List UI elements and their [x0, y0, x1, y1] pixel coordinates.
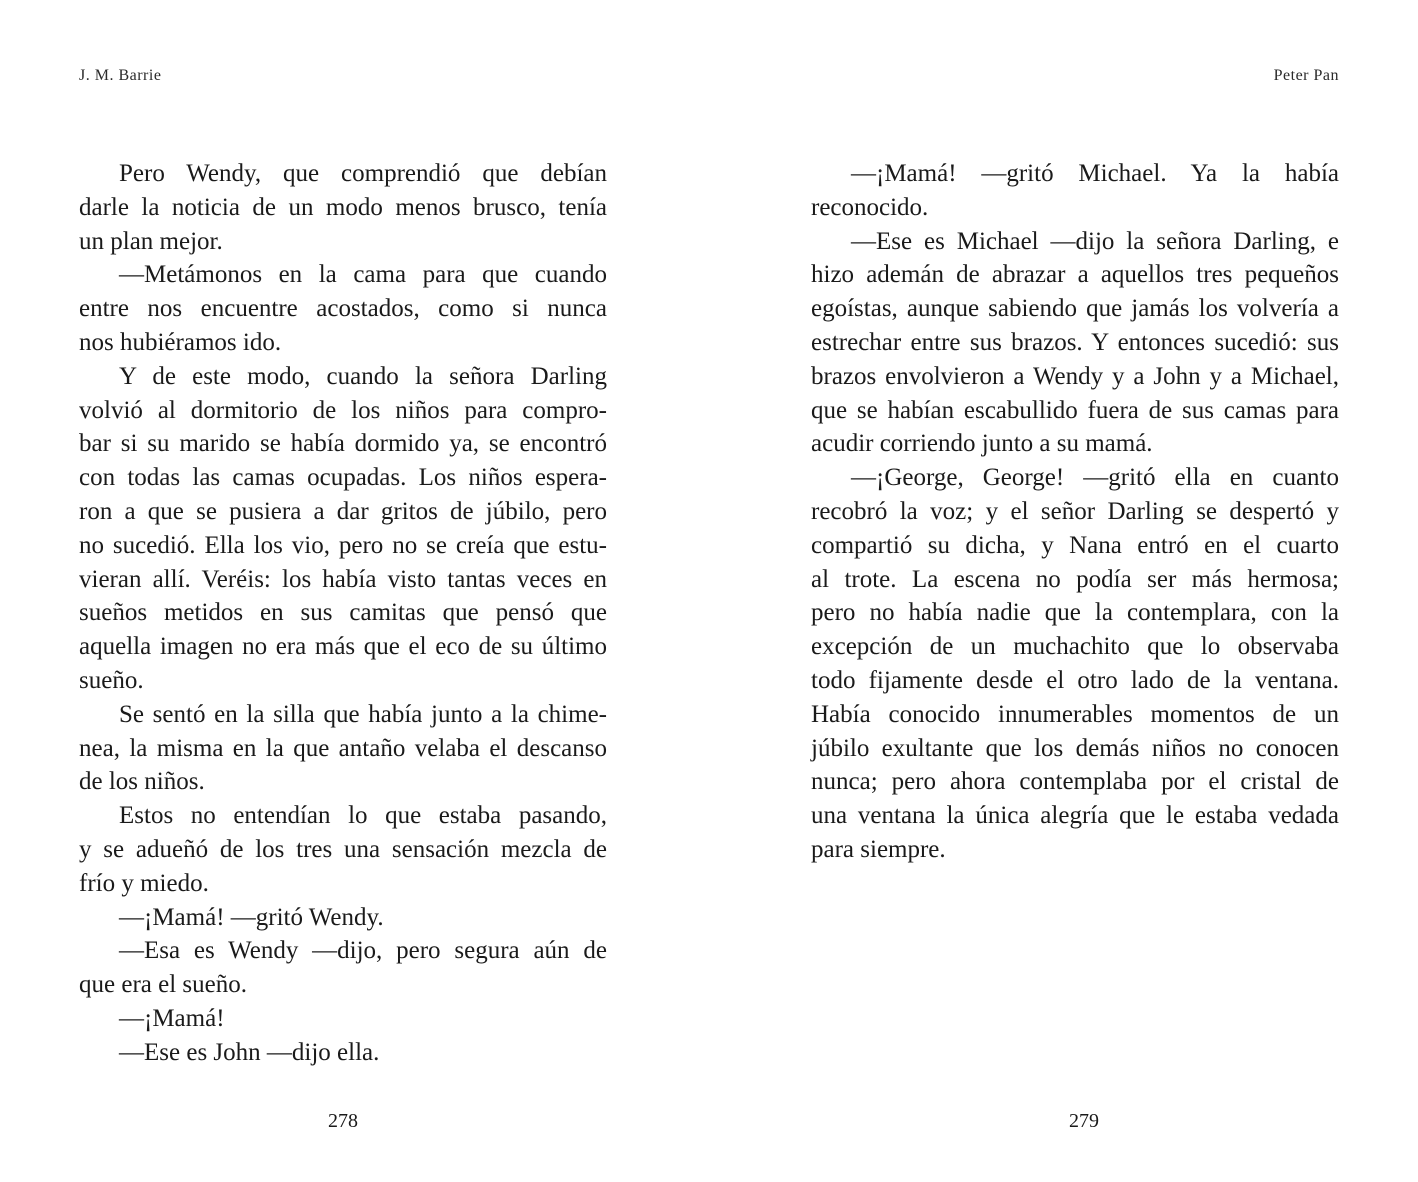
- text-line: nunca; pero ahora contemplaba por el cristal de: [811, 768, 1339, 796]
- text-line: nea, la misma en la que antaño velaba el descanso: [79, 734, 607, 762]
- text-line: de los niños.: [79, 768, 205, 796]
- text-line: Pero Wendy, que comprendió que debían: [119, 160, 607, 187]
- text-line: darle la noticia de un modo menos brusco, tenía: [79, 193, 607, 221]
- right-page: [709, 0, 1418, 1182]
- text-line: —¡George, George! —gritó ella en cuanto: [851, 464, 1339, 492]
- text-line: para siempre.: [811, 835, 946, 863]
- text-line: nos hubiéramos ido.: [79, 328, 282, 356]
- text-line: Había conocido innumerables momentos de un: [811, 700, 1339, 728]
- text-line: frío y miedo.: [79, 869, 209, 897]
- text-line: —Metámonos en la cama para que cuando: [119, 261, 607, 289]
- text-line: hizo ademán de abrazar a aquellos tres pequeños: [811, 261, 1339, 289]
- text-line: brazos envolvieron a Wendy y a John y a Michael,: [811, 362, 1339, 390]
- text-line: entre nos encuentre acostados, como si nunca: [79, 295, 607, 323]
- text-line: reconocido.: [811, 193, 929, 221]
- text-line: —Esa es Wendy —dijo, pero segura aún de: [119, 937, 607, 965]
- running-head-author: J. M. Barrie: [79, 67, 162, 84]
- text-line: —¡Mamá! —gritó Wendy.: [119, 903, 384, 931]
- text-line: pero no había nadie que la contemplara, con la: [811, 599, 1339, 627]
- body-text: [79, 157, 607, 1070]
- text-line: un plan mejor.: [79, 227, 223, 255]
- text-line: —¡Mamá! —gritó Michael. Ya la había: [851, 160, 1339, 187]
- body-text: [811, 157, 1339, 867]
- text-line: volvió al dormitorio de los niños para compro-: [79, 396, 607, 424]
- page-number: 279: [1069, 1110, 1099, 1132]
- text-line: sueños metidos en sus camitas que pensó que: [79, 599, 607, 627]
- running-head-title: Peter Pan: [1273, 67, 1339, 84]
- text-line: júbilo exultante que los demás niños no conocen: [811, 734, 1339, 762]
- text-line: con todas las camas ocupadas. Los niños espera-: [79, 464, 607, 492]
- text-line: ron a que se pusiera a dar gritos de júbilo, pero: [79, 497, 607, 525]
- text-line: sueño.: [79, 666, 144, 694]
- text-line: Estos no entendían lo que estaba pasando,: [119, 802, 607, 830]
- text-line: recobró la voz; y el señor Darling se despertó y: [811, 497, 1339, 525]
- text-line: al trote. La escena no podía ser más hermosa;: [811, 565, 1339, 593]
- text-line: —¡Mamá!: [119, 1004, 225, 1032]
- text-line: aquella imagen no era más que el eco de su último: [79, 633, 607, 661]
- text-line: que era el sueño.: [79, 971, 247, 999]
- text-line: Se sentó en la silla que había junto a la chime-: [119, 700, 607, 728]
- text-line: una ventana la única alegría que le estaba vedada: [811, 802, 1339, 830]
- text-line: —Ese es John —dijo ella.: [119, 1038, 380, 1066]
- text-line: —Ese es Michael —dijo la señora Darling, e: [851, 227, 1339, 255]
- text-line: y se adueñó de los tres una sensación mezcla de: [79, 835, 607, 863]
- text-line: no sucedió. Ella los vio, pero no se creía que estu-: [79, 531, 607, 559]
- text-line: estrechar entre sus brazos. Y entonces sucedió: sus: [811, 328, 1339, 356]
- text-line: excepción de un muchachito que lo observaba: [811, 633, 1339, 661]
- text-line: que se habían escabullido fuera de sus camas para: [811, 396, 1339, 424]
- text-line: egoístas, aunque sabiendo que jamás los volvería a: [811, 295, 1339, 323]
- text-line: bar si su marido se había dormido ya, se encontró: [79, 430, 607, 458]
- text-line: Y de este modo, cuando la señora Darling: [119, 362, 607, 390]
- text-line: todo fijamente desde el otro lado de la ventana.: [811, 666, 1339, 694]
- text-line: acudir corriendo junto a su mamá.: [811, 430, 1153, 458]
- text-line: compartió su dicha, y Nana entró en el cuarto: [811, 531, 1339, 559]
- page-number: 278: [328, 1110, 358, 1132]
- text-line: vieran allí. Veréis: los había visto tantas veces en: [79, 565, 607, 593]
